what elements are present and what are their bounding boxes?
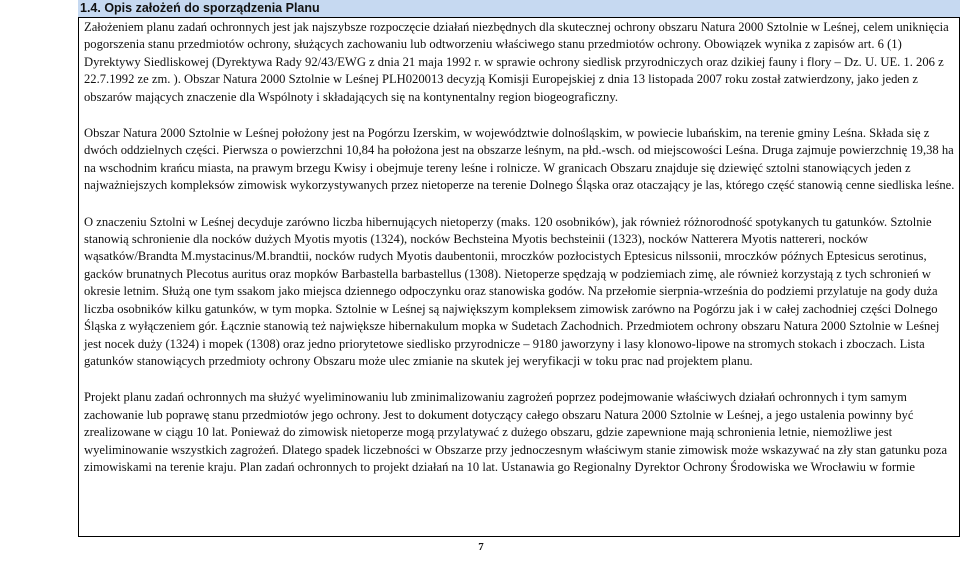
paragraph-bats-significance: O znaczeniu Sztolni w Leśnej decyduje zarówno liczba hibernujących nietoperzy (maks. 120 osobników), jak również różnorodność spotykanych tu gatunków. Sztolnie stanowią schronienie dla nocków dużych Myotis myotis (1324), nocków Bechsteina Myotis bechsteinii (1323), nocków Natterera Myotis nattereri, nocków wąsatków/Brandta M.mystacinus/M.brandtii, nocków rudych Myotis daubentonii, mroczków pozłocistych Eptesicus nilssonii, mroczków późnych Eptesicus serotinus, gacków brunatnych Plecotus auritus oraz mopków Barbastella barbastellus (1308). Nietoperze spędzają w podziemiach zimę, ale również korzystają z tych schronień w okresie letnim. Służą one tym ssakom jako miejsca dziennego odpoczynku oraz stanowiska godów. Na przełomie sierpnia-września do podziemi przylatuje na gody duża liczba osobników kilku gatunków, w tym mopka. Sztolnie w Leśnej są największym kompleksem zimowisk zarówno na Pogórzu jak i w całej zachodniej części Dolnego Śląska z wyłączeniem gór. Łącznie stanowią też największe hibernakulum mopka w Sudetach Zachodnich. Przedmiotem ochrony obszaru Natura 2000 Sztolnie w Leśnej jest nocek duży (1324) i mopek (1308) oraz jedno priorytetowe siedlisko przyrodnicze – 9180 jaworzyny i lasy klonowo-lipowe na stromych stokach i zboczach. Lista gatunków stanowiących przedmioty ochrony Obszaru może ulec zmianie na skutek jej weryfikacji w toku prac nad projektem planu. (84, 214, 940, 368)
section-title: 1.4. Opis założeń do sporządzenia Planu (78, 0, 960, 17)
paragraph-plan-purpose: Projekt planu zadań ochronnych ma służyć wyeliminowaniu lub zminimalizowaniu zagrożeń poprzez podejmowanie właściwych działań ochronnych i tym samym zachowanie lub poprawę stanu przedmiotów jego ochrony. Jest to dokument dotyczący całego obszaru Natura 2000 Sztolnie w Leśnej, a jego ustalenia powinny być zrealizowane w ciągu 10 lat. Ponieważ do zimowisk nietoperze mogą przylatywać z dużego obszaru, gdzie zapewnione mają schronienia letnie, niemożliwe jest wyeliminowanie wszystkich zagrożeń. Dlatego spadek liczebności w Obszarze przy jednoczesnym właściwym stanie zimowisk może wskazywać na zły stan gatunku poza zimowiskami na terenie kraju. Plan zadań ochronnych to projekt działań na 10 lat. Ustanawia go Regionalny Dyrektor Ochrony Środowiska we Wrocławiu w formie (84, 390, 948, 474)
page-number: 7 (478, 541, 484, 553)
paragraph-assumptions: Założeniem planu zadań ochronnych jest jak najszybsze rozpoczęcie działań niezbędnych dla skutecznej ochrony obszaru Natura 2000 Sztolnie w Leśnej, celem uniknięcia pogorszenia stanu przedmiotów ochrony, służących zachowaniu lub odtworzeniu właściwego stanu przedmiotów ochrony. Obowiązek wynika z zapisów art. 6 (1) Dyrektywy Siedliskowej (Dyrektywa Rady 92/43/EWG z dnia 21 maja 1992 r. w sprawie ochrony siedlisk przyrodniczych oraz dzikiej fauny i flory – Dz. U. UE. 1. 206 z 22.7.1992 ze zm. ). Obszar Natura 2000 Sztolnie w Leśnej PLH020013 decyzją Komisji Europejskiej z dnia 13 listopada 2007 roku został zatwierdzony, jako jeden z obszarów mających znaczenie dla Wspólnoty i składających się na kontynentalny region biogeograficzny. (84, 20, 949, 104)
paragraph-location: Obszar Natura 2000 Sztolnie w Leśnej położony jest na Pogórzu Izerskim, w województwie dolnośląskim, w powiecie lubańskim, na terenie gminy Leśna. Składa się z dwóch oddzielnych części. Pierwsza o powierzchni 10,84 ha położona jest na obszarze leśnym, na płd.-wsch. od miejscowości Leśna. Druga zajmuje powierzchnię 19,38 ha na wschodnim krańcu miasta, na prawym brzegu Kwisy i obejmuje tereny leśne i rolnicze. W granicach Obszaru znajduje się dziewięć sztolni stanowiących jeden z najważniejszych kompleksów zimowisk wykorzystywanych przez nietoperze na terenie Dolnego Śląska oraz otaczający je las, którego część stanowią cenne siedliska leśne. (84, 126, 955, 193)
document-body (84, 19, 958, 495)
